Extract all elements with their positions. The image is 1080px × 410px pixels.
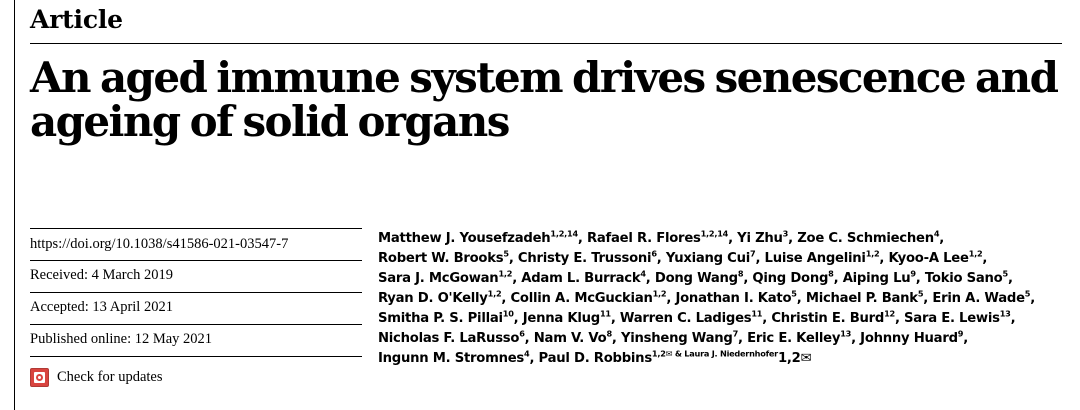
doi-link[interactable]: https://doi.org/10.1038/s41586-021-03547-7 xyxy=(30,229,362,261)
author-line: Nicholas F. LaRusso$^6$, Nam V. Vo$^8$, Yinsheng Wang$^7$, Eric E. Kelley$^{13}$, Johnny Huard$^9$, xyxy=(378,328,968,347)
received-date: Received: 4 March 2019 xyxy=(30,261,362,293)
author-line: Ingunn M. Stromnes$^4$, Paul D. Robbins$^{1,2✉ \& Laura J. Niedernhofer}$1,2✉ xyxy=(378,348,812,367)
metadata-and-authors xyxy=(30,228,1062,387)
author-line: Ryan D. O'Kelly$^{1,2}$, Collin A. McGuckian$^{1,2}$, Jonathan I. Kato$^5$, Michael P. Bank$^5$, Erin A. Wade$^5$, xyxy=(378,288,1035,307)
author-line: Matthew J. Yousefzadeh$^{1,2,14}$, Rafael R. Flores$^{1,2,14}$, Yi Zhu$^3$, Zoe C. Schmiechen$^4$, xyxy=(378,228,945,246)
page-title: An aged immune system drives senescence and ageing of solid organs xyxy=(30,52,1058,147)
metadata-column xyxy=(30,228,370,387)
crossmark-icon xyxy=(30,368,49,387)
author-line: Robert W. Brooks$^5$, Christy E. Trussoni$^6$, Yuxiang Cui$^7$, Luise Angelini$^{1,2}$, Kyoo-A Lee$^{1,2}$, xyxy=(378,248,988,267)
author-line: Sara J. McGowan$^{1,2}$, Adam L. Burrack$^4$, Dong Wang$^8$, Qing Dong$^8$, Aiping Lu$^9$, Tokio Sano$^5$, xyxy=(378,268,1013,287)
header-divider xyxy=(30,43,1062,44)
published-date: Published online: 12 May 2021 xyxy=(30,325,362,357)
author-list xyxy=(370,228,1062,387)
accepted-date: Accepted: 13 April 2021 xyxy=(30,293,362,325)
check-for-updates-button[interactable] xyxy=(30,357,358,387)
left-margin-rule xyxy=(14,0,15,410)
article-type-label: Article xyxy=(30,5,123,34)
header-block xyxy=(30,0,1062,145)
author-line: Smitha P. S. Pillai$^{10}$, Jenna Klug$^{11}$, Warren C. Ladiges$^{11}$, Christin E. Burd$^{12}$, Sara E. Lewis$^{13}$, xyxy=(378,308,1016,327)
check-for-updates-label: Check for updates xyxy=(57,368,163,385)
